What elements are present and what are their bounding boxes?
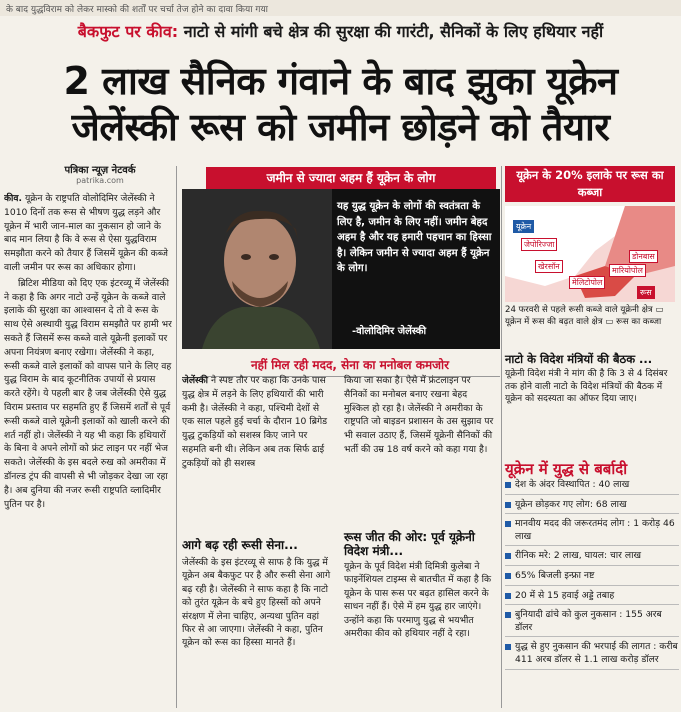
map-label: यूक्रेन — [513, 220, 534, 233]
quote-text: यह युद्ध यूक्रेन के लोगों की स्वतंत्रता के लिए है, जमीन के लिए नहीं। जमीन बेहद अहम है और यह हमारी पहचान का हिस्सा है। लेकिन जमीन से ज्यादा अहम हैं यूक्रेन के लोग। — [337, 201, 492, 274]
byline-name: पत्रिका न्यूज़ नेटवर्क — [64, 165, 136, 176]
war-stats-list — [505, 479, 679, 674]
war-stat-item: युद्ध से हुए नुकसान की भरपाई की लागत : करीब 411 अरब डॉलर से 1.1 लाख करोड़ डॉलर — [505, 641, 679, 669]
mid-story-col-2: किया जा सका है। ऐसे में फ्रंटलाइन पर सैनिकों का मनोबल बनाए रखना बेहद मुश्किल हो रहा है। जेलेंस्की ने अमरीका के राष्ट्रपति जो बाइडन प्रशासन के उस सुझाव पर भी सवाल उठाए हैं, जिसमें यूक्रेनी सैनिकों की भर्ती की उम्र 18 वर्ष करने को कहा गया है। — [344, 375, 494, 455]
main-headline — [0, 58, 681, 150]
victory-story-text: यूक्रेन के पूर्व विदेश मंत्री दिमित्री कुलेबा ने फाइनेंशियल टाइम्स से बातचीत में कहा है कि यूक्रेन के पास रूस पर बढ़त हासिल करने के साधन नहीं हैं। ऐसे में हम युद्ध हार जाएंगे। उन्होंने कहा कि परमाणु युद्ध से भयभीत अमरीका कीव को हथियार नहीं दे रहा। — [344, 561, 492, 640]
war-stat-item: रीनिक मरे: 2 लाख, घायल: चार लाख — [505, 550, 679, 566]
quote-photo-box — [182, 189, 500, 349]
war-stat-item: 65% बिजली इन्फ्रा नष्ट — [505, 570, 679, 586]
war-box-heading: यूक्रेन में युद्ध से बर्बादी — [505, 460, 628, 478]
top-strip: के बाद युद्धविराम को लेकर मास्को की शर्तों पर चर्चा तेज होने का दावा किया गया — [0, 0, 681, 16]
war-stat-item: बुनियादी ढांचे को कुल नुकसान : 155 अरब डॉलर — [505, 609, 679, 637]
byline-site: patrika.com — [76, 176, 124, 185]
map-legend: 24 फरवरी से पहले रूसी कब्जे वाले यूक्रेनी क्षेत्र ▭ यूक्रेन में रूस की बढ़त वाले क्षेत्र ▭ रूस का कब्जा — [505, 305, 664, 327]
map-label: रूस — [637, 286, 655, 299]
kicker-lead: बैकफुट पर कीव: — [77, 22, 179, 41]
mid-story-col-1: जेलेंस्की ने स्पष्ट तौर पर कहा कि उनके पास युद्ध क्षेत्र में लड़ने के लिए हथियारों की भारी कमी है। जेलेंस्की ने कहा, पश्चिमी देशों से एक साल पहले हुई चर्चा के दौरान 10 ब्रिगेड युद्ध टुकड़ियों को सशस्त्र किए जाने पर सहमति बनी थी। लेकिन अब तक सिर्फ ढाई टुकड़ियों को ही सशस्त्र — [182, 375, 328, 469]
mid-story-lead: जेलेंस्की — [182, 375, 209, 386]
left-column-story — [4, 192, 172, 708]
kicker-rest: नाटो से मांगी बचे क्षेत्र की सुरक्षा की गारंटी, सैनिकों के लिए हथियार नहीं — [178, 22, 604, 41]
zelensky-photo — [182, 189, 332, 349]
war-stat-item: देश के अंदर विस्थापित : 40 लाख — [505, 479, 679, 495]
left-paragraph-1: कीव. यूक्रेन के राष्ट्रपति वोलोदिमिर जेलेंस्की ने 1010 दिनों तक रूस से भीषण युद्ध लड़ने और यूक्रेन में भारी जान-माल का नुकसान हो जाने के बाद मान लिया है कि वे रूस से ऐसा युद्धविराम समझौता करने को तैयार हैं जिसमें यूक्रेन की कब्जे वाली जमीन पर रूस का अधिकार होगा। — [4, 193, 168, 273]
map-label: मारियोपोल — [609, 264, 646, 277]
victory-story-heading: रूस जीत की ओर: पूर्व यूक्रेनी विदेश मंत्री... — [344, 530, 475, 558]
nato-story-text: यूक्रेनी विदेश मंत्री ने मांग की है कि 3 से 4 दिसंबर तक होने वाली नाटो के विदेश मंत्रियों की बैठक में यूक्रेन को सदस्यता का ऑफर दिया जाए। — [505, 369, 668, 404]
left-paragraph-2: ब्रिटिश मीडिया को दिए एक इंटरव्यू में जेलेंस्की ने कहा है कि अगर नाटो उन्हें यूक्रेन के कब्जे वाले इलाके की सुरक्षा का आश्वासन दे तो वे रूस के साथ ऐसे अस्थायी युद्ध विराम समझौते पर हामी भर सकते हैं जिसमें रूस कब्जे वाले यूक्रेनी इलाकों पर अपना नियंत्रण बनाए रखेगा। जेलेंस्की ने कहा, रूसी कब्जे वाले इलाकों को वापस पाने के लिए वह युद्ध विराम के बाद कूटनीतिक उपायों से प्रयास करते रहेंगे। ये पहली बार है जब जेलेंस्की ऐसे युद्ध विराम प्रस्ताव पर सहमति हुए हैं जिसमें शर्तों से पूर्व रूसी कब्जे वाले यूक्रेनी इलाकों को खाली करने की शर्त नहीं हो। जेलेंस्की ने यह भी कहा कि हथियारों के बिना वे अपने लोगों को फ्रंट लाइन पर नहीं भेज सकते। जेलेंस्की के इस बदले रुख को अमरीका में डॉनल्ड ट्रंप की वापसी से भी जोड़कर देखा जा रहा है। अब दुनिया की नजर रूसी राष्ट्रपति व्लादिमीर पुतिन पर है। — [4, 277, 172, 510]
quote-box-heading: जमीन से ज्यादा अहम हैं यूक्रेन के लोग — [206, 167, 496, 189]
headline-line-2: जेलेंस्की रूस को जमीन छोड़ने को तैयार — [71, 105, 610, 149]
russia-story-text: जेलेंस्की के इस इंटरव्यू से साफ है कि युद्ध में यूक्रेन अब बैकफुट पर है और रूसी सेना आगे बढ़ रही है। जेलेंस्की ने साफ कहा है कि नाटो को तुरंत यूक्रेन के बचे हुए हिस्सों को अपने संरक्षण में लेना चाहिए, अन्यथा पुतिन वहां फिर से आ जाएगा। जेलेंस्की ने कहा, पुतिन यूक्रेन को रूस का हिस्सा मानते हैं। — [182, 557, 331, 649]
column-divider — [176, 166, 177, 708]
map-label: मेलिटोपोल — [569, 276, 605, 289]
kicker-line — [0, 20, 681, 42]
russia-story-heading: आगे बढ़ रही रूसी सेना... — [182, 538, 298, 552]
war-stat-item: 20 में से 15 हवाई अड्डे तबाह — [505, 590, 679, 606]
dateline: कीव. — [4, 193, 23, 204]
column-divider — [501, 166, 502, 708]
headline-line-1: 2 लाख सैनिक गंवाने के बाद झुका यूक्रेन — [63, 59, 618, 103]
quote-author: -वोलोदिमिर जेलेंस्की — [352, 326, 427, 337]
map-label: खेरसॉन — [535, 260, 563, 273]
ukraine-map — [505, 206, 675, 302]
map-heading: यूक्रेन के 20% इलाके पर रूस का कब्जा — [505, 166, 675, 202]
map-label: जेपोरिज्जा — [521, 238, 557, 251]
nato-story-heading: नाटो के विदेश मंत्रियों की बैठक ... — [505, 352, 653, 366]
mid-story-heading: नहीं मिल रही मदद, सेना का मनोबल कमजोर — [200, 356, 500, 377]
war-stat-item: मानवीय मदद की जरूरतमंद लोग : 1 करोड़ 46 लाख — [505, 518, 679, 546]
map-label: डोनबास — [629, 250, 658, 263]
war-stat-item: यूक्रेन छोड़कर गए लोग: 68 लाख — [505, 499, 679, 515]
